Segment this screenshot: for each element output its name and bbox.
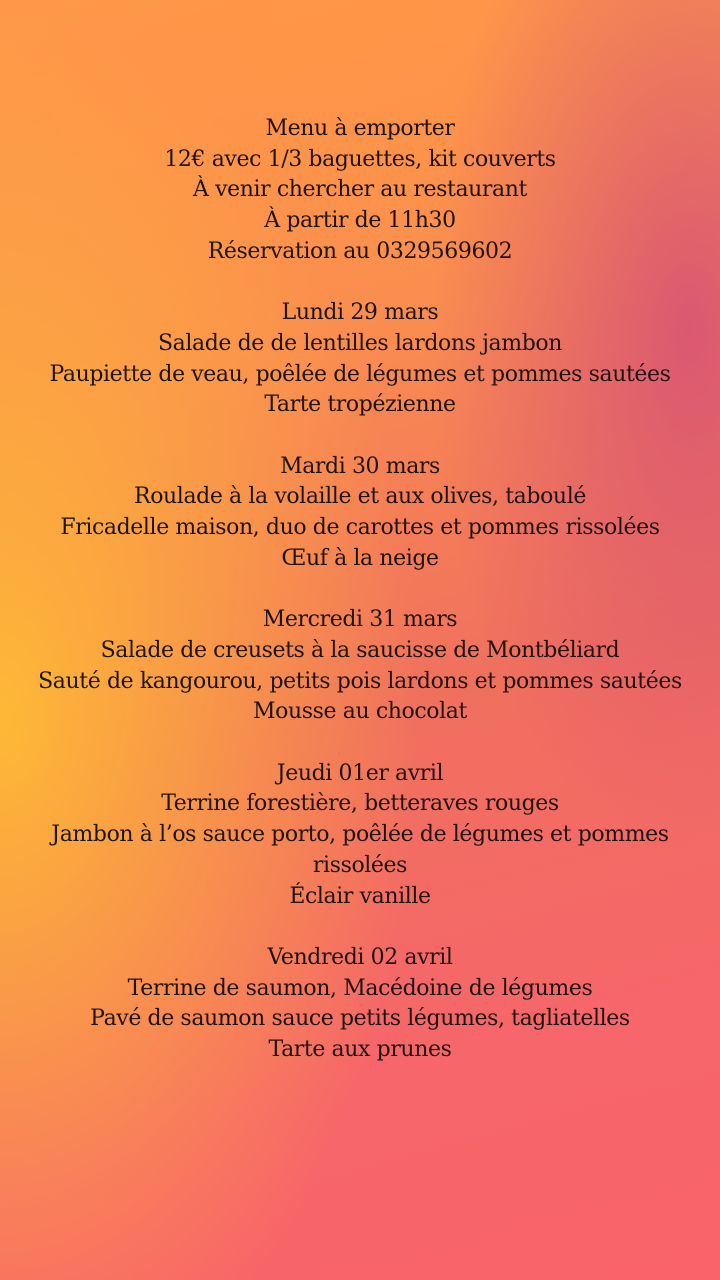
menu-reservation-info: Réservation au 0329569602 [207, 238, 513, 264]
day-main: Fricadelle maison, duo de carottes et pommes rissolées [60, 515, 660, 541]
spacer [0, 575, 720, 606]
menu-time-info: À partir de 11h30 [264, 208, 456, 234]
day-block-monday [0, 298, 720, 421]
day-starter: Salade de creusets à la saucisse de Montbéliard [100, 637, 620, 663]
spacer [0, 912, 720, 943]
day-starter: Terrine forestière, betteraves rouges [161, 791, 559, 817]
menu-header [0, 114, 720, 268]
spacer [0, 268, 720, 299]
spacer [0, 421, 720, 452]
day-heading: Vendredi 02 avril [267, 944, 453, 970]
menu-text [0, 114, 720, 1066]
day-dessert: Œuf à la neige [281, 545, 439, 571]
day-heading: Mercredi 31 mars [262, 607, 458, 633]
menu-title: Menu à emporter [265, 116, 455, 141]
day-dessert: Mousse au chocolat [253, 699, 467, 725]
day-block-friday [0, 943, 720, 1066]
day-starter: Roulade à la volaille et aux olives, taboulé [134, 484, 586, 510]
day-block-thursday [0, 759, 720, 913]
day-main: Sauté de kangourou, petits pois lardons et pommes sautées [38, 668, 682, 694]
day-dessert: Éclair vanille [289, 883, 431, 909]
day-main: Pavé de saumon sauce petits légumes, tagliatelles [90, 1006, 630, 1032]
menu-price-info: 12€ avec 1/3 baguettes, kit couverts [164, 146, 556, 172]
day-heading: Jeudi 01er avril [276, 760, 444, 786]
day-starter: Salade de de lentilles lardons jambon [157, 330, 563, 356]
day-block-tuesday [0, 452, 720, 575]
day-main: Jambon à l’os sauce porto, poêlée de légumes et pommes rissolées [51, 822, 669, 878]
day-heading: Lundi 29 mars [281, 300, 439, 326]
day-main: Paupiette de veau, poêlée de légumes et pommes sautées [49, 361, 671, 387]
day-block-wednesday [0, 605, 720, 728]
day-dessert: Tarte tropézienne [264, 392, 456, 418]
spacer [0, 728, 720, 759]
menu-pickup-info: À venir chercher au restaurant [193, 177, 527, 203]
day-starter: Terrine de saumon, Macédoine de légumes [127, 975, 593, 1001]
day-dessert: Tarte aux prunes [268, 1037, 452, 1063]
day-heading: Mardi 30 mars [280, 453, 440, 479]
